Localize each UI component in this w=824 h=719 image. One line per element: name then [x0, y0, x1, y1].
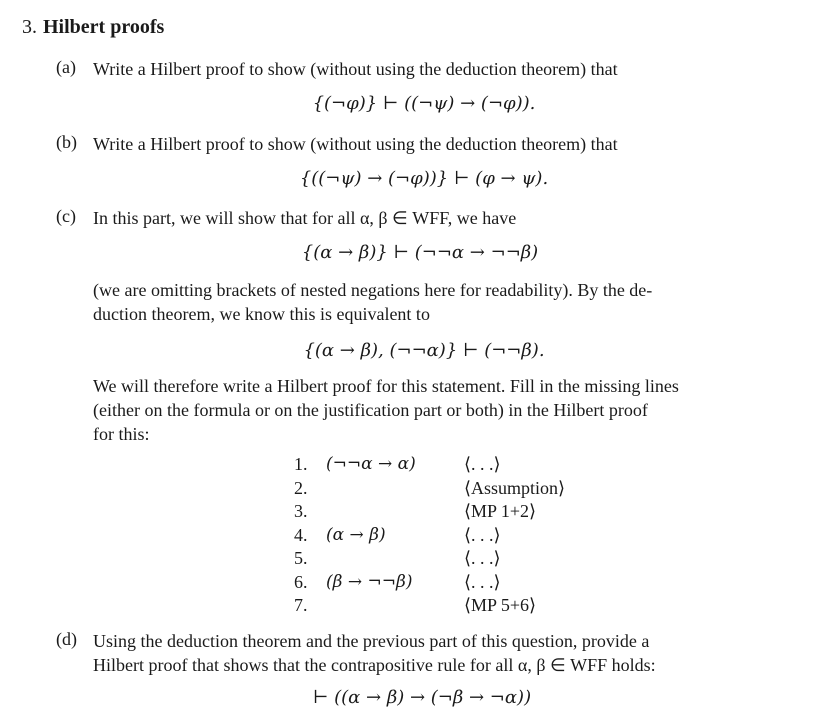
part-d-formula: ⊢ ((α → β) → (¬β → ¬α)) [312, 687, 532, 708]
section-heading [22, 16, 164, 39]
part-d-label: (d) [56, 629, 77, 649]
proof-line [294, 594, 594, 618]
part-d-line-2: Hilbert proof that shows that the contrapositive rule for all α, β ∈ WFF holds: [93, 655, 656, 675]
proof-justification: ⟨MP 5+6⟩ [464, 595, 537, 615]
part-b-text: Write a Hilbert proof to show (without using the deduction theorem) that [93, 134, 618, 154]
proof-justification: ⟨. . .⟩ [464, 454, 501, 474]
part-c-paragraph-2 [93, 374, 783, 446]
part-c-paragraph-1-line-2: duction theorem, we know this is equivalent to [93, 304, 430, 324]
proof-justification: ⟨. . .⟩ [464, 571, 501, 592]
proof-line [294, 500, 594, 524]
proof-justification: ⟨Assumption⟩ [464, 477, 566, 498]
proof-line-number: 2. [294, 477, 308, 498]
section-title: Hilbert proofs [43, 16, 165, 38]
part-b-formula: {((¬ψ) → (¬φ))} ⊢ (φ → ψ). [299, 168, 549, 189]
part-c-label: (c) [56, 206, 76, 226]
proof-line-number: 7. [294, 595, 308, 615]
part-d-text [93, 629, 783, 677]
part-c-paragraph-1-line-1: (we are omitting brackets of nested negations here for readability). By the de- [93, 280, 653, 300]
part-c-paragraph-2-line-1: We will therefore write a Hilbert proof for this statement. Fill in the missing lines [93, 376, 679, 396]
proof-line-number: 3. [294, 501, 308, 521]
part-c-paragraph-1 [93, 278, 783, 326]
part-c-paragraph-2-line-3: for this: [93, 424, 150, 444]
proof-formula: (β → ¬¬β) [326, 571, 413, 592]
proof-line [294, 453, 594, 477]
part-d-line-1: Using the deduction theorem and the previous part of this question, provide a [93, 631, 650, 651]
part-a-text: Write a Hilbert proof to show (without using the deduction theorem) that [93, 59, 618, 79]
proof-justification: ⟨MP 1+2⟩ [464, 501, 537, 521]
part-a-label: (a) [56, 57, 76, 77]
proof-line-number: 5. [294, 548, 308, 568]
proof-formula: (α → β) [326, 524, 386, 545]
section-number: 3. [22, 16, 37, 38]
part-a-formula: {(¬φ)} ⊢ ((¬ψ) → (¬φ)). [312, 93, 536, 114]
proof-line [294, 547, 594, 571]
hilbert-proof-table [294, 453, 594, 618]
proof-justification: ⟨. . .⟩ [464, 548, 501, 568]
proof-line-number: 1. [294, 454, 308, 474]
proof-line-number: 4. [294, 524, 308, 545]
part-c-paragraph-2-line-2: (either on the formula or on the justification part or both) in the Hilbert proof [93, 400, 648, 420]
part-c-intro: In this part, we will show that for all α, β ∈ WFF, we have [93, 208, 517, 228]
proof-line [294, 571, 594, 595]
proof-justification: ⟨. . .⟩ [464, 524, 501, 545]
part-b-label: (b) [56, 132, 77, 152]
proof-line [294, 524, 594, 548]
proof-formula: (¬¬α → α) [326, 454, 416, 474]
proof-line-number: 6. [294, 571, 308, 592]
part-c-formula-2: {(α → β), (¬¬α)} ⊢ (¬¬β). [303, 340, 545, 361]
part-c-formula-1: {(α → β)} ⊢ (¬¬α → ¬¬β) [301, 242, 539, 263]
proof-line [294, 477, 594, 501]
